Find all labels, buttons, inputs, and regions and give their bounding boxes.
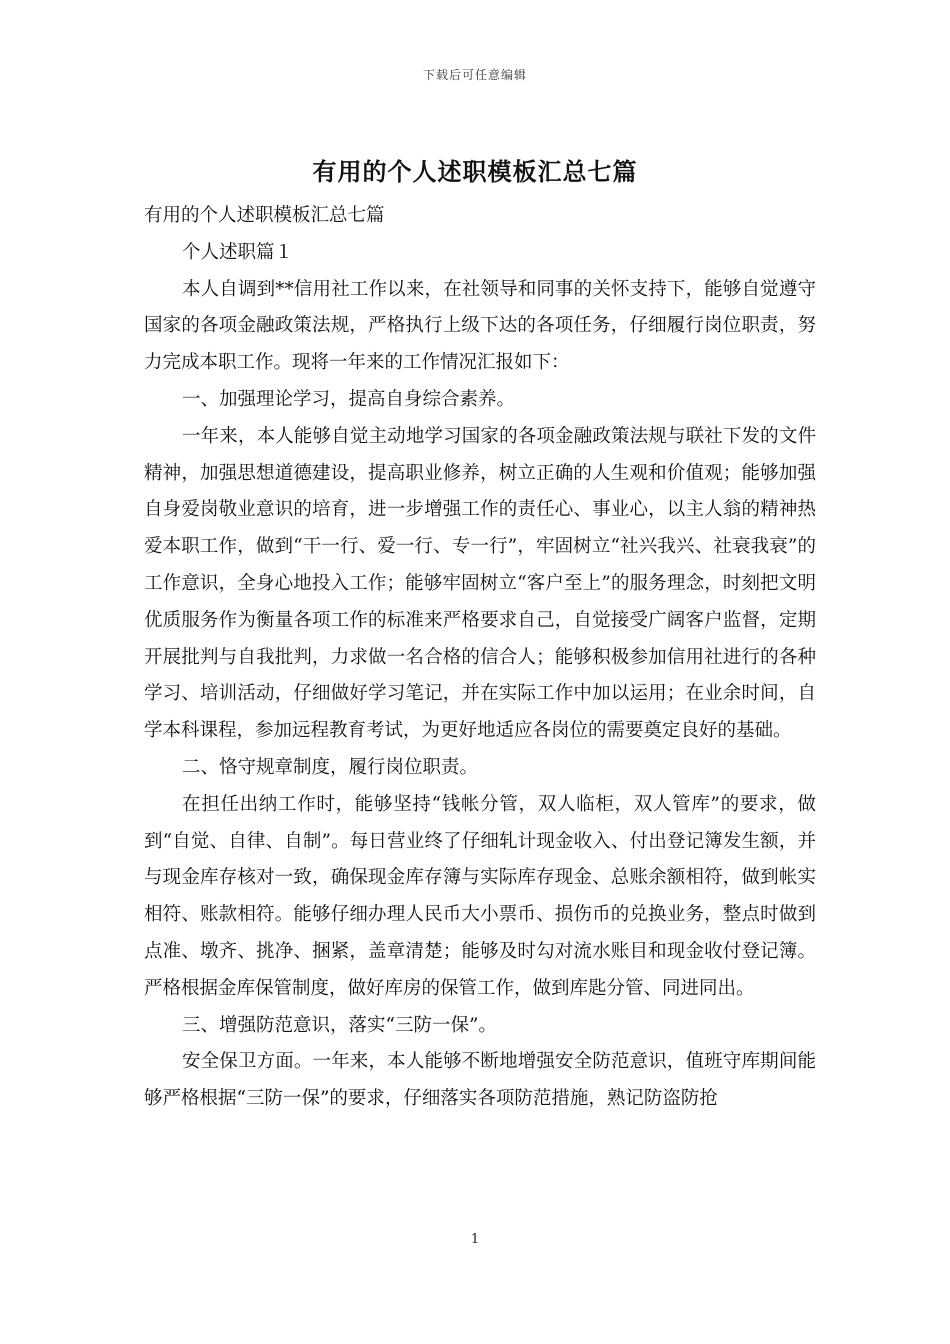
subtitle-paragraph: 有用的个人述职模板汇总七篇	[144, 205, 385, 226]
header-note: 下载后可任意编辑	[422, 68, 527, 82]
section-heading: 个人述职篇１	[182, 241, 294, 263]
body-paragraph: 安全保卫方面。一年来，本人能够不断地增强安全防范意识，值班守库期间能够严格根据“三防一保”的要求，仔细落实各项防范措施，熟记防盗防抢	[144, 1051, 816, 1110]
body-paragraph: 在担任出纳工作时，能够坚持“钱帐分管，双人临柜，双人管库”的要求，做到“自觉、自律、自制”。每日营业终了仔细轧计现金收入、付出登记簿发生额，并与现金库存核对一致，确保现金库存簿与实际库存现金、总账余额相符，做到帐实相符、账款相符。能够仔细办理人民币大小票币、损伤币的兑换业务，整点时做到点准、墩齐、挑净、捆紧，盖章清楚；能够及时勾对流水账目和现金收付登记簿。严格根据金库保管制度，做好库房的保管工作，做到库匙分管、同进同出。	[144, 793, 816, 999]
body-paragraph: 一年来，本人能够自觉主动地学习国家的各项金融政策法规与联社下发的文件精神，加强思想道德建设，提高职业修养，树立正确的人生观和价值观；能够加强自身爱岗敬业意识的培育，进一步增强工作的责任心、事业心，以主人翁的精神热爱本职工作，做到“干一行、爱一行、专一行”，牢固树立“社兴我兴、社衰我衰”的工作意识，全身心地投入工作；能够牢固树立“客户至上”的服务理念，时刻把文明优质服务作为衡量各项工作的标准来严格要求自己，自觉接受广阔客户监督，定期开展批判与自我批判，力求做一名合格的信合人；能够积极参加信用社进行的各种学习、培训活动，仔细做好学习笔记，并在实际工作中加以运用；在业余时间，自学本科课程，参加远程教育考试，为更好地适应各岗位的需要奠定良好的基础。	[144, 425, 816, 742]
document-body	[144, 198, 816, 1118]
document-title: 有用的个人述职模板汇总七篇	[312, 157, 638, 186]
body-paragraph: 本人自调到**信用社工作以来，在社领导和同事的关怀支持下，能够自觉遵守国家的各项金融政策法规，严格执行上级下达的各项任务，仔细履行岗位职责，努力完成本职工作。现将一年来的工作情况汇报如下：	[144, 278, 816, 374]
section-heading: 三、增强防范意识，落实“三防一保”。	[182, 1014, 497, 1036]
section-heading: 二、恪守规章制度，履行岗位职责。	[182, 756, 479, 778]
page-number: 1	[470, 1232, 480, 1247]
section-heading: 一、加强理论学习，提高自身综合素养。	[182, 388, 516, 410]
